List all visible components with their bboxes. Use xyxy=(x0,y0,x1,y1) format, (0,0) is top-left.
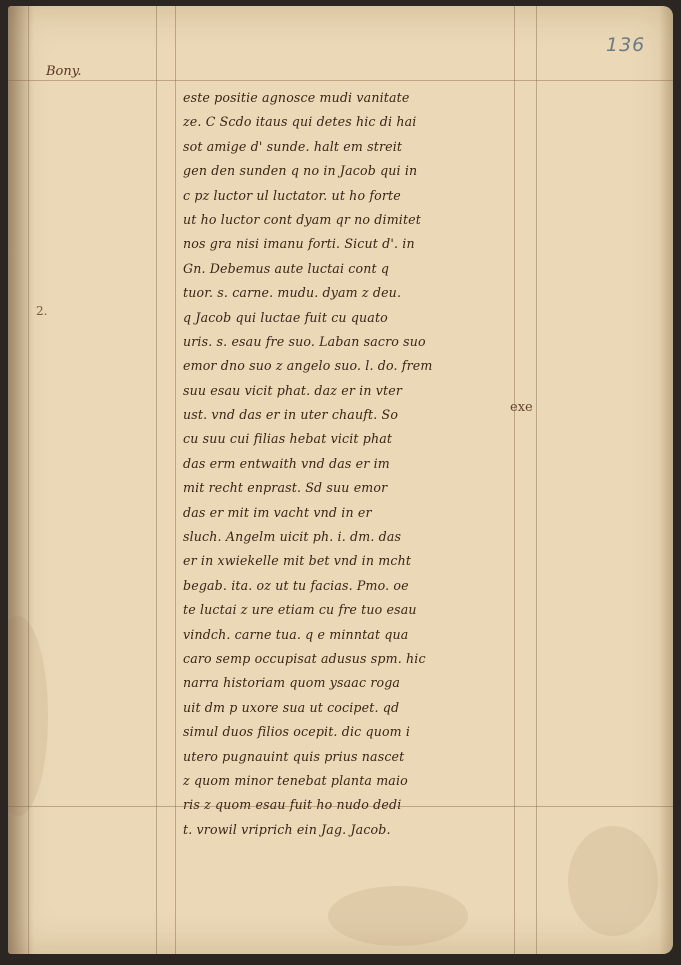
head-mark: Bony. xyxy=(46,64,82,79)
text-line: tuor. s. carne. mudu. dyam z deu. xyxy=(183,285,402,301)
text-line: ze. C Scdo itaus qui detes hic di hai xyxy=(183,114,417,130)
margin-note-left: 2. xyxy=(36,304,48,318)
ruling-line-horizontal xyxy=(8,80,673,81)
text-line: gen den sunden q no in Jacob qui in xyxy=(183,163,418,179)
text-line: cu suu cui filias hebat vicit phat xyxy=(183,431,393,447)
text-line: er in xwiekelle mit bet vnd in mcht xyxy=(183,553,412,569)
text-line: z quom minor tenebat planta maio xyxy=(183,772,408,788)
text-line: ris z quom esau fuit ho nudo dedi xyxy=(183,797,402,813)
text-line: te luctai z ure etiam cu fre tuo esau xyxy=(183,602,417,618)
text-line: emor dno suo z angelo suo. l. do. frem xyxy=(183,358,433,374)
ruling-line-vertical xyxy=(536,6,537,954)
ruling-line-vertical xyxy=(175,6,176,954)
text-line: Gn. Debemus aute luctai cont q xyxy=(183,260,390,276)
paper-stain xyxy=(568,826,658,936)
text-line: t. vrowil vriprich ein Jag. Jacob. xyxy=(183,821,391,837)
text-line: sluch. Angelm uicit ph. i. dm. das xyxy=(183,529,402,545)
text-line: este positie agnosce mudi vanitate xyxy=(183,90,410,105)
text-line: ut ho luctor cont dyam qr no dimitet xyxy=(183,211,421,227)
text-line: uit dm p uxore sua ut cocipet. qd xyxy=(183,699,400,715)
text-line: simul duos filios ocepit. dic quom i xyxy=(183,724,411,740)
text-line: caro semp occupisat adusus spm. hic xyxy=(183,650,426,666)
ruling-line-vertical xyxy=(28,6,29,954)
text-line: vindch. carne tua. q e minntat qua xyxy=(183,626,409,642)
ruling-line-vertical xyxy=(156,6,157,954)
text-line: begab. ita. oz ut tu facias. Pmo. oe xyxy=(183,577,409,593)
margin-note-right: exe xyxy=(510,400,533,415)
text-line: uris. s. esau fre suo. Laban sacro suo xyxy=(183,333,426,349)
text-line: mit recht enprast. Sd suu emor xyxy=(183,480,388,496)
text-line: narra historiam quom ysaac roga xyxy=(183,675,401,691)
text-line: utero pugnauint quis prius nascet xyxy=(183,748,405,764)
text-line: ust. vnd das er in uter chauft. So xyxy=(183,407,399,423)
text-line: sot amige d' sunde. halt em streit xyxy=(183,138,403,154)
text-line: das er mit im vacht vnd in er xyxy=(183,504,372,520)
text-line: q Jacob qui luctae fuit cu quato xyxy=(183,309,388,325)
text-line: suu esau vicit phat. daz er in vter xyxy=(183,382,402,398)
paper-stain xyxy=(328,886,468,946)
folio-number: 136 xyxy=(606,34,646,56)
text-line: das erm entwaith vnd das er im xyxy=(183,455,390,471)
text-column xyxy=(183,86,528,842)
manuscript-page xyxy=(8,6,673,954)
text-line: nos gra nisi imanu forti. Sicut d'. in xyxy=(183,236,415,252)
text-line: c pz luctor ul luctator. ut ho forte xyxy=(183,187,401,203)
